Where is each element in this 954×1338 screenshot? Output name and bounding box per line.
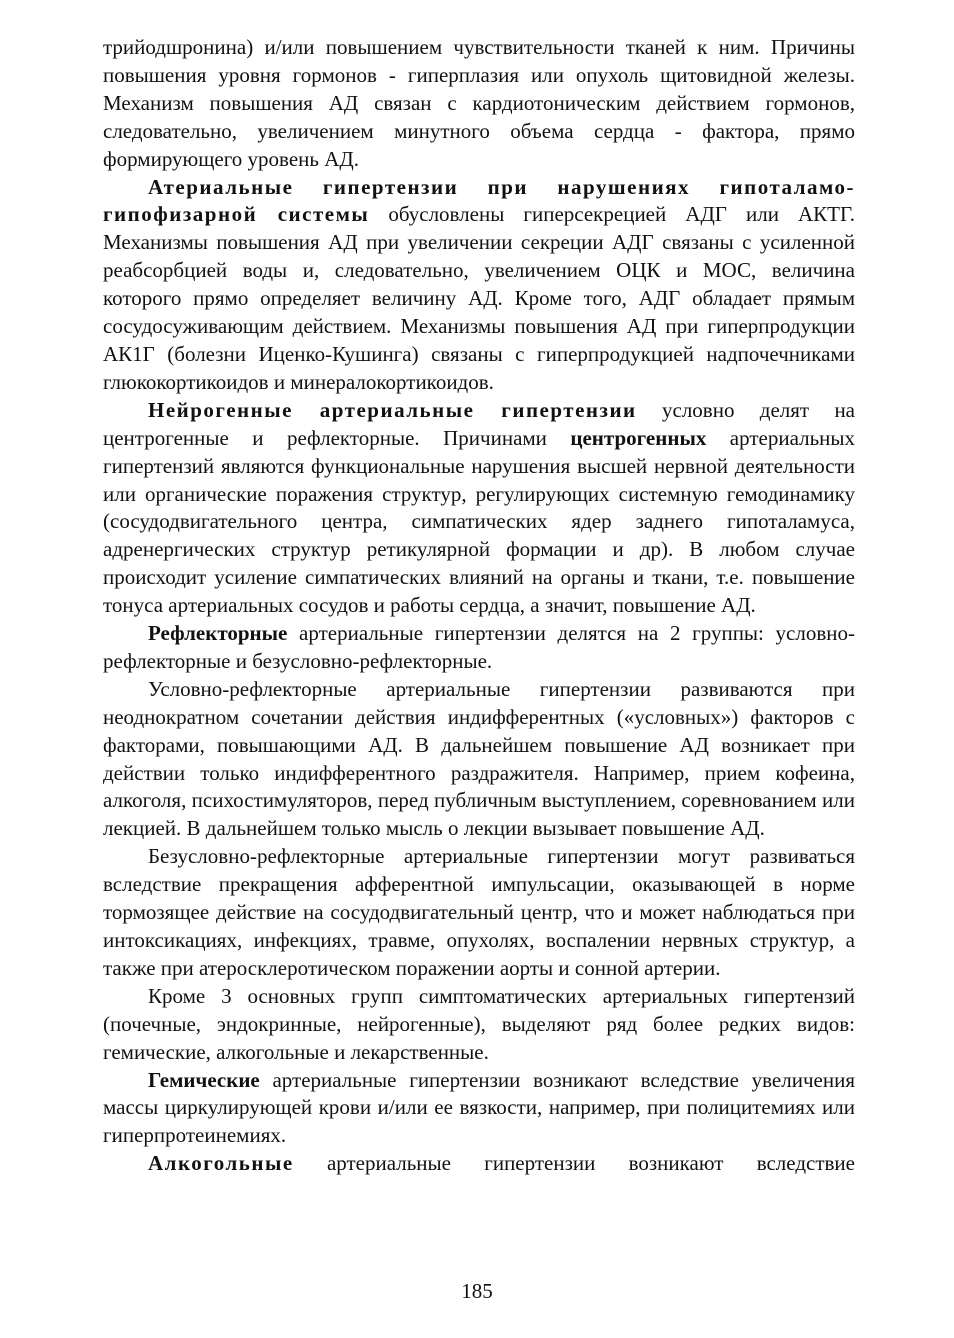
- paragraph-neurogenic-hypertension: [103, 397, 855, 620]
- paragraph-hemic-hypertension: [103, 1067, 855, 1151]
- term-neurogenic-hypertension: Нейрогенные артериальные гипертензии: [148, 397, 637, 422]
- paragraph-text: артериальные гипертензии возникают вследствие: [293, 1151, 855, 1176]
- term-reflex: Рефлекторные: [148, 621, 288, 646]
- paragraph-hypothalamic-hypertension: [103, 174, 855, 397]
- page-body: [103, 34, 855, 1178]
- page-number: 185: [461, 1279, 493, 1303]
- paragraph-rare-types: Кроме 3 основных групп симптоматических артериальных гипертензий (почечные, эндокринные, нейрогенные), выделяют ряд более редких видов: гемические, алкогольные и лекарственные.: [103, 983, 855, 1064]
- paragraph-text: артериальные гипертензии делятся на 2 группы: условно-рефлекторные и безусловно-рефлекторные.: [103, 621, 855, 673]
- term-hypothalamic-hypertension: Атериальные гипертензии при нарушениях гипоталамо-гипофизарной системы: [103, 174, 855, 227]
- term-hemic: Гемические: [148, 1067, 260, 1092]
- paragraph-unconditioned-reflex: Безусловно-рефлекторные артериальные гипертензии могут развиваться вследствие прекращения афферентной импульсации, оказывающей в норме тормозящее действие на сосудодвигательный центр, что и может наблюдаться при интоксикациях, инфекциях, травме, опухолях, воспалении нервных структур, а также при атеросклеротическом поражении аорты и сонной артерии.: [103, 844, 855, 980]
- paragraph-thyroid-continuation: трийодшронина) и/или повышением чувствительности тканей к ним. Причины повышения уровня гормонов - гиперплазия или опухоль щитовидной железы. Механизм повышения АД связан с кардиотоническим действием гормонов, следовательно, увеличением минутного объема сердца - фактора, прямо формирующего уровень АД.: [103, 35, 855, 171]
- paragraph-text: условно делят на центрогенные и рефлекторные. Причинами: [103, 397, 856, 450]
- term-alcoholic: Алкогольные: [148, 1151, 294, 1176]
- paragraph-text: обусловлены гиперсекрецией АДГ или АКТГ. Механизмы повышения АД при увеличении секреции АДГ связаны с усиленной реабсорбцией воды и, следовательно, увеличением ОЦК и МОС, величина которого прямо определяет величину АД. Кроме того, АДГ обладает прямым сосудосуживающим действием. Механизмы повышения АД при гиперпродукции АК1Г (болезни Иценко-Кушинга) связаны с гиперпродукцией надпочечниками глюкокортикоидов и минералокортикоидов.: [103, 202, 855, 394]
- paragraph-text: артериальных гипертензий являются функциональные нарушения высшей нервной деятельности или органические поражения структур, регулирующих системную гемодинамику (сосудодвигательного центра, симпатических ядер заднего гипоталамуса, адренергических структур ретикулярной формации и др). В любом случае происходит усиление симпатических влияний на органы и ткани, т.е. повышение тонуса артериальных сосудов и работы сердца, а значит, повышение АД.: [103, 425, 855, 618]
- paragraph-alcoholic-hypertension: [103, 1150, 855, 1178]
- paragraph-text: артериальные гипертензии возникают вследствие увеличения массы циркулирующей крови и/или ее вязкости, например, при полицитемиях или гиперпротеинемиях.: [103, 1067, 855, 1148]
- paragraph-conditioned-reflex: Условно-рефлекторные артериальные гипертензии развиваются при неоднократном сочетании действия индифферентных («условных») факторов с факторами, повышающими АД. В дальнейшем повышение АД возникает при действии только индифферентного раздражителя. Например, прием кофеина, алкоголя, психостимуляторов, перед публичным выступлением, соревнованием или лекцией. В дальнейшем только мысль о лекции вызывает повышение АД.: [103, 676, 855, 841]
- paragraph-reflex-hypertension: [103, 620, 855, 676]
- term-centrogenic: центрогенных: [570, 425, 707, 450]
